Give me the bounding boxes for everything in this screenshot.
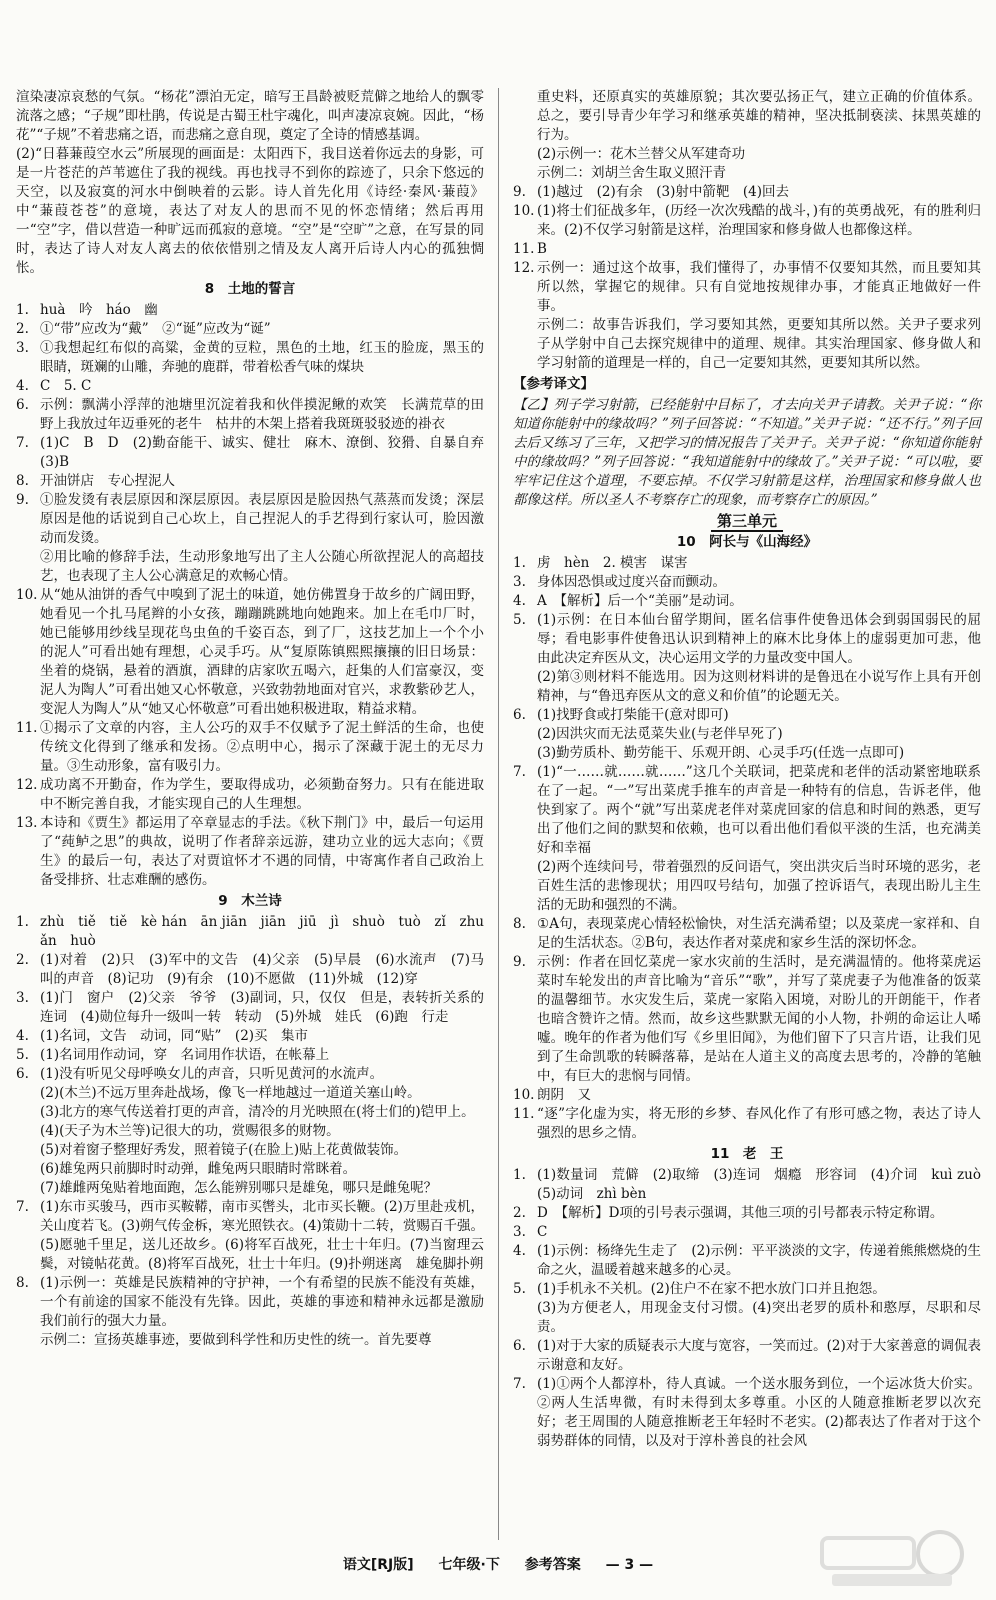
footer-subject: 语文[RJ版] <box>342 1557 414 1573</box>
answer-item <box>513 1280 981 1299</box>
answer-continuation: 示例二：刘胡兰舍生取义照汗青 <box>537 165 726 181</box>
answer-number: 3. <box>513 574 526 590</box>
answer-number: 8. <box>16 1275 29 1291</box>
answer-item <box>513 1166 995 1204</box>
answer-number: 7. <box>16 435 29 451</box>
answer-text: (1)示例：杨绛先生走了 (2)示例：平平淡淡的文字，传递着熊熊燃烧的生命之火，温暖着越来越多的心灵。 <box>537 1243 981 1278</box>
answer-number: 1. <box>16 914 29 930</box>
answer-text: (1)将士们征战多年，(历经一次次残酷的战斗，)有的英勇战死，有的胜利归来。(2)不仅学习射箭是这样，治理国家和修身做人也都像这样。 <box>537 203 981 238</box>
watermark-logo-icon <box>812 1524 972 1594</box>
answer-item <box>513 1086 981 1105</box>
answer-continuation: (2)两个连续问号，带着强烈的反问语气，突出洪灾后当时环境的恶劣，老百姓生活的悲惨现状；用四叹号结句，加强了控诉语气，表现出盼儿主生活的无助和强烈的不满。 <box>537 859 981 913</box>
unit-heading <box>513 512 981 531</box>
answer-number: 2. <box>513 1205 526 1221</box>
answer-number: 6. <box>16 1066 29 1082</box>
answer-continuation: 示例二：故事告诉我们，学习要知其然，更要知其所以然。关尹子要求列子从学射中自己去探究规律中的道理、规律。其实治理国家、修身做人和学习射箭的道理是一样的，自己一定要知其然，更要知其所以然。 <box>537 317 981 371</box>
answer-continuation: (2)(木兰)不远万里奔赴战场，像飞一样地越过一道道关塞山岭。 <box>40 1085 421 1101</box>
answer-item <box>513 592 981 611</box>
footer-title: 参考答案 <box>524 1557 581 1573</box>
answer-item <box>16 1198 484 1274</box>
answer-text: (1)门 窗户 (2)父亲 爷爷 (3)副词，只，仅仅 但是，表转折关系的连词 (4)勋位每升一级叫一转 转动 (5)外城 娃氏 (6)跑 行走 <box>40 990 484 1025</box>
answer-item <box>16 814 484 890</box>
answer-item <box>16 989 484 1027</box>
answer-text: (1)C B D (2)勤奋能干、诚实、健壮 麻木、潦倒、狡猾、自暴自弃 (3)B <box>40 435 498 470</box>
answer-item <box>16 913 484 951</box>
answer-number: 7. <box>513 1376 526 1392</box>
answer-number: 9. <box>513 954 526 970</box>
answer-text: (1)示例一：英雄是民族精神的守护神，一个有希望的民族不能没有英雄，一个有前途的国家不能没有先锋。因此，英雄的事迹和精神永远都是激励我们前行的强大力量。 <box>40 1275 484 1329</box>
answer-continuation: 示例二：宣扬英雄事迹，要做到科学性和历史性的统一。首先要尊 <box>40 1332 432 1348</box>
answer-text: C 5. C <box>40 378 92 394</box>
answer-number: 10. <box>16 587 38 603</box>
answer-text: (1)名词用作动词，穿 名词用作状语，在帐幕上 <box>40 1047 330 1063</box>
answer-number: 11. <box>513 241 535 257</box>
answer-text: 本诗和《贾生》都运用了卒章显志的手法。《秋下荆门》中，最后一句运用了“莼鲈之思”的典故，说明了作者辞亲远游，建功立业的远大志向；《贾生》的最后一句，表达了对贾谊怀才不遇的同情，中寄寓作者自己政治上备受排挤、壮志难酬的感伤。 <box>40 815 484 888</box>
answer-item <box>16 1065 484 1084</box>
translation-text: 【乙】列子学习射箭，已经能射中目标了，才去向关尹子请教。关尹子说：“你知道你能射中的缘故吗？”列子回答说：“不知道。”关尹子说：“还不行。”列子回去后又练习了三年，又把学习的情况报告了关尹子。关尹子说：“你知道你能射中的缘故吗？”列子回答说：“我知道能射中的缘故了。”关尹子说：“可以啦，要牢牢记住这个道理，不要忘掉。不仅学习射箭是这样，治理国家和修身做人也都像这样。所以圣人不考察存亡的现象，而考察存亡的原因。” <box>513 397 981 508</box>
answer-text: (1)没有听见父母呼唤女儿的声音，只听见黄河的水流声。 <box>40 1066 384 1082</box>
answer-number: 5. <box>16 1047 29 1063</box>
answer-item <box>16 396 484 434</box>
answer-number: 13. <box>16 815 38 831</box>
answer-continuation: ②用比喻的修辞手法，生动形象地写出了主人公随心所欲捏泥人的高超技艺，也表现了主人公心满意足的欢畅心情。 <box>40 549 484 584</box>
answer-number: 8. <box>513 916 526 932</box>
answer-number: 4. <box>513 593 526 609</box>
answer-number: 8. <box>16 473 29 489</box>
answer-text: (1)越过 (2)有余 (3)射中箭靶 (4)回去 <box>537 184 789 200</box>
answer-item <box>513 554 981 573</box>
answer-number: 9. <box>513 184 526 200</box>
answer-text: 示例：飘满小浮萍的池塘里沉淀着我和伙伴摸泥鳅的欢笑 长满荒草的田野上我放过年迈垂死的老牛 枯井的木架上搭着我斑斑驳驳迹的褂衣 <box>40 397 484 432</box>
answer-text: A 【解析】后一个“美丽”是动词。 <box>537 593 743 609</box>
answer-text: ①脸发烫有表层原因和深层原因。表层原因是脸因热气蒸蒸而发烫；深层原因是他的话说到自己心坎上，自己捏泥人的手艺得到行家认可，脸因激动而发烫。 <box>40 492 484 546</box>
answer-number: 1. <box>513 1167 526 1183</box>
answer-number: 4. <box>16 378 29 394</box>
answer-item <box>16 951 484 989</box>
answer-text: (1)数量词 荒僻 (2)取缔 (3)连词 烟瘾 形容词 (4)介词 kuì zuò (5)动词 zhì bèn <box>537 1167 995 1202</box>
answer-number: 1. <box>513 555 526 571</box>
answer-number: 5. <box>513 1281 526 1297</box>
answer-item <box>513 706 981 725</box>
answer-item <box>16 301 484 320</box>
answer-text: 开油饼店 专心捏泥人 <box>40 473 175 489</box>
answer-item <box>513 183 981 202</box>
answer-item <box>16 1046 484 1065</box>
answer-text: (1)“一……就……就……”这几个关联词，把菜虎和老伴的活动紧密地联系在了一起。“一”写出菜虎手推车的声音是一种特有的信息，告诉老伴，他快到家了。两个“就”写出菜虎老伴对菜虎回家的信息和时间的熟悉，更写出了他们之间的默契和依赖，也可以看出他们看似平淡的生活，也充满美好和幸福 <box>537 764 981 856</box>
answer-text: 示例一：通过这个故事，我们懂得了，办事情不仅要知其然，而且要知其所以然，掌握它的规律。只有自觉地按规律办事，才能真正地做好一件事。 <box>537 260 981 314</box>
answer-item <box>16 434 498 472</box>
answer-continuation: (2)示例一：花木兰替父从军建奇功 <box>537 146 746 162</box>
answer-item <box>513 611 981 668</box>
answer-continuation: (4)(天子为木兰等)记很大的功，赏赐很多的财物。 <box>40 1123 340 1139</box>
answer-item <box>16 491 484 548</box>
answer-number: 7. <box>16 1199 29 1215</box>
answer-number: 4. <box>16 1028 29 1044</box>
translation-header: 【参考译文】 <box>513 376 594 392</box>
answer-text: C <box>537 1224 548 1240</box>
unit-heading-text: 第三单元 <box>711 512 783 532</box>
answer-number: 12. <box>513 260 535 276</box>
answer-item <box>513 1242 981 1280</box>
answer-number: 3. <box>16 990 29 1006</box>
answer-number: 2. <box>16 952 29 968</box>
answer-text: (1)名词，文告 动词，同“贴” (2)买 集市 <box>40 1028 309 1044</box>
answer-continuation: (3)勤劳质朴、勤劳能干、乐观开朗、心灵手巧(任选一点即可) <box>537 745 905 761</box>
paragraph: 渲染凄凉哀愁的气氛。“杨花”漂泊无定，暗写王昌龄被贬荒僻之地给人的飘零流落之感；“子规”即杜鹃，传说是古蜀王杜宇魂化，叫声凄凉哀婉。因此，“杨花”“子规”不着悲痛之语，而悲痛之意自现，奠定了全诗的情感基调。 <box>16 89 484 143</box>
answer-continuation: (7)雄雌两兔贴着地面跑，怎么能辨别哪只是雄兔，哪只是雌兔呢？ <box>40 1180 438 1196</box>
answer-text: huà 吟 háo 幽 <box>40 302 158 318</box>
answer-item <box>513 763 981 858</box>
answer-text: 从“她从油饼的香气中嗅到了泥土的味道，她仿佛置身于故乡的广阔田野，她看见一个扎马尾辫的小女孩，蹦蹦跳跳地向她跑来。加上在毛巾厂时，她已能够用纱线呈现花鸟虫鱼的千姿百态，到了厂，这技艺加上一个个小的泥人”可看出她有理想，心灵手巧。从“复原陈镇熙熙攘攘的旧日场景：坐着的烧锅，悬着的酒旗，酒肆的店家吹五喝六，赶集的人们富豪汉，变泥人为陶人”可看出她又心怀敬意，兴致勃勃地面对官兴，求教紫砂艺人，变泥人为陶人”从“她又心怀敬意”可看出她积极进取，精益求精。 <box>40 587 484 717</box>
footer-page-number: — 3 — <box>605 1557 654 1573</box>
answer-text: B <box>537 241 547 257</box>
answer-text: 身体因恐惧或过度兴奋而颤动。 <box>537 574 726 590</box>
answer-continuation: (3)为方便老人，用现金支付习惯。(4)突出老罗的质朴和憨厚，尽职和尽责。 <box>537 1300 981 1335</box>
footer-grade: 七年级·下 <box>438 1557 500 1573</box>
answer-item <box>513 1223 981 1242</box>
answer-number: 11. <box>16 720 38 736</box>
answer-item <box>16 320 484 339</box>
answer-item <box>513 915 981 953</box>
answer-item <box>16 719 484 776</box>
answer-text: 虏 hèn 2. 模害 谋害 <box>537 555 688 571</box>
answer-number: 4. <box>513 1243 526 1259</box>
answer-continuation: (5)对着窗子整理好秀发，照着镜子(在脸上)贴上花黄做装饰。 <box>40 1142 408 1158</box>
answer-item <box>16 377 484 396</box>
answer-number: 10. <box>513 203 535 219</box>
answer-number: 3. <box>16 340 29 356</box>
answer-text: 朗阴 又 <box>537 1087 591 1103</box>
answer-text: 示例：作者在回忆菜虎一家水灾前的生活时，是充满温情的。他将菜虎运菜时车轮发出的声音比喻为“音乐”“歌”，并写了菜虎妻子为他准备的饭菜的温馨细节。水灾发生后，菜虎一家陷入困境，对盼儿的开朗能干，作者也暗含赞许之情。然而，故乡这些默默无闻的小人物，扑朔的命运让人唏嘘。晚年的作者为他们写《乡里旧闻》，为他们留下了只言片语，让我们见到了生命凯歌的转瞬落幕，是站在人道主义的高度去思考的，冷静的笔触中，有巨大的悲悯与同情。 <box>537 954 981 1084</box>
answer-text: ①A句，表现菜虎心情轻松愉快，对生活充满希望；以及菜虎一家祥和、自足的生活状态。②B句，表达作者对菜虎和家乡生活的深切怀念。 <box>537 916 981 951</box>
answer-item <box>16 586 484 719</box>
answer-continuation: (3)北方的寒气传送着打更的声音，清冷的月光映照在(将士们的)铠甲上。 <box>40 1104 475 1120</box>
answer-number: 9. <box>16 492 29 508</box>
answer-text: ①“带”应改为“戴” ②“诞”应改为“诞” <box>40 321 271 337</box>
left-column <box>16 88 498 1540</box>
answer-item <box>513 202 981 240</box>
answer-item <box>513 1375 981 1451</box>
answer-continuation: (2)因洪灾而无法觅菜失业(与老伴早死了) <box>537 726 783 742</box>
answer-continuation: (6)雄兔两只前脚时时动弹，雌兔两只眼睛时常眯着。 <box>40 1161 357 1177</box>
answer-number: 5. <box>513 612 526 628</box>
section-heading: 11 老 王 <box>710 1146 784 1162</box>
answer-text: (1)①两个人都淳朴，待人真诚。一个送水服务到位，一个运冰货大价实。②两人生活卑微，有时未得到太多尊重。小区的人随意推断老罗以次充好；老王周围的人随意推断老王年轻时不老实。(2)都表达了作者对于这个弱势群体的同情，以及对于淳朴善良的社会风 <box>537 1376 981 1449</box>
answer-item <box>16 776 484 814</box>
answer-number: 6. <box>513 707 526 723</box>
answer-number: 2. <box>16 321 29 337</box>
answer-text: (1)对着 (2)只 (3)军中的文告 (4)父亲 (5)早晨 (6)水流声 (7)马叫的声音 (8)记功 (9)有余 (10)不愿做 (11)外城 (12)穿 <box>40 952 484 987</box>
answer-item <box>513 1337 981 1375</box>
section-heading: 10 阿长与《山海经》 <box>676 534 818 550</box>
answer-item <box>513 573 981 592</box>
answer-text: ①揭示了文章的内容，主人公巧的双手不仅赋予了泥土鲜活的生命，也使传统文化得到了继承和发扬。②点明中心，揭示了深藏于泥土的无尽力量。③生动形象，富有吸引力。 <box>40 720 484 774</box>
answer-text: (1)手机永不关机。(2)住户不在家不把水放门口并且抱怨。 <box>537 1281 886 1297</box>
answer-number: 1. <box>16 302 29 318</box>
answer-number: 11. <box>513 1106 535 1122</box>
answer-item <box>513 259 981 316</box>
answer-text: (1)对于大家的质疑表示大度与宽容，一笑而过。(2)对于大家善意的调侃表示谢意和友好。 <box>537 1338 981 1373</box>
answer-text: ①我想起红布似的高粱，金黄的豆粒，黑色的土地，红玉的脸庞，黑玉的眼睛，斑斓的山雕，奔驰的鹿群，带着松香气味的煤块 <box>40 340 484 375</box>
answer-text: D 【解析】D项的引号表示强调，其他三项的引号都表示特定称谓。 <box>537 1205 944 1221</box>
answer-item <box>16 1027 484 1046</box>
answer-text: “逐”字化虚为实，将无形的乡梦、春风化作了有形可感之物，表达了诗人强烈的思乡之情。 <box>537 1106 981 1141</box>
answer-item <box>513 1204 981 1223</box>
paragraph: (2)“日暮蒹葭空水云”所展现的画面是：太阳西下，我目送着你远去的身影，可是一片苍茫的芦苇遮住了我的视线。再也找寻不到你的踪迹了，只余下悠远的天空，以及寂寞的河水中倒映着的云影。诗人首先化用《诗经·秦风·蒹葭》中“蒹葭苍苍”的意境，表达了对友人的思而不见的怀恋情绪；然后再用一“空”字，借以营造一种旷远而孤寂的意境。“空”是“空旷”之意，在写景的同时，表达了诗人对友人离去的依依惜别之情及友人离开后诗人内心的孤独惆怅。 <box>16 146 484 276</box>
answer-number: 12. <box>16 777 38 793</box>
column-divider <box>498 88 499 1540</box>
answer-item <box>513 240 981 259</box>
answer-continuation: 重史料，还原真实的英雄原貌；其次要弘扬正气，建立正确的价值体系。总之，要引导青少年学习和继承英雄的精神，坚决抵制亵渎、抹黑英雄的行为。 <box>537 89 981 143</box>
answer-number: 7. <box>513 764 526 780</box>
watermark-logo <box>812 1524 972 1594</box>
answer-text: zhù tiě tiě kè hán ān jiān jiān jiū jì shuò tuò zǐ zhuǎn huò <box>40 914 484 949</box>
answer-number: 6. <box>16 397 29 413</box>
right-column <box>513 88 995 1540</box>
answer-number: 10. <box>513 1087 535 1103</box>
section-heading: 9 木兰诗 <box>218 893 282 909</box>
answer-number: 6. <box>513 1338 526 1354</box>
answer-item <box>513 953 981 1086</box>
answer-item <box>16 339 484 377</box>
answer-number: 3. <box>513 1224 526 1240</box>
answer-continuation: (2)第③则材料不能选用。因为这则材料讲的是鲁迅在小说写作上具有开创精神，与“鲁迅弃医从文的意义和价值”的论题无关。 <box>537 669 981 704</box>
answer-text: (1)东市买骏马，西市买鞍鞯，南市买辔头，北市买长鞭。(2)万里赴戎机，关山度若飞。(3)朔气传金柝，寒光照铁衣。(4)策勋十二转，赏赐百千强。(5)愿驰千里足，送儿还故乡。(6)将军百战死，壮士十年归。(7)当窗理云鬓，对镜帖花黄。(8)将军百战死，壮士十年归。(9)扑朔迷离 雄兔脚扑朔 <box>40 1199 484 1272</box>
answer-item <box>513 1105 981 1143</box>
answer-item <box>16 472 484 491</box>
answer-text: (1)找野食或打柴能干(意对即可) <box>537 707 729 723</box>
answer-text: 成功离不开勤奋，作为学生，要取得成功，必须勤奋努力。只有在能进取中不断完善自我，才能实现自己的人生理想。 <box>40 777 484 812</box>
answer-text: (1)示例：在日本仙台留学期间，匿名信事件使鲁迅体会到弱国弱民的屈辱；看电影事件使鲁迅认识到精神上的麻木比身体上的虚弱更加可悲，他由此决定弃医从文，决心运用文学的力量改变中国人。 <box>537 612 981 666</box>
answer-item <box>16 1274 484 1331</box>
section-heading: 8 土地的誓言 <box>204 281 296 297</box>
